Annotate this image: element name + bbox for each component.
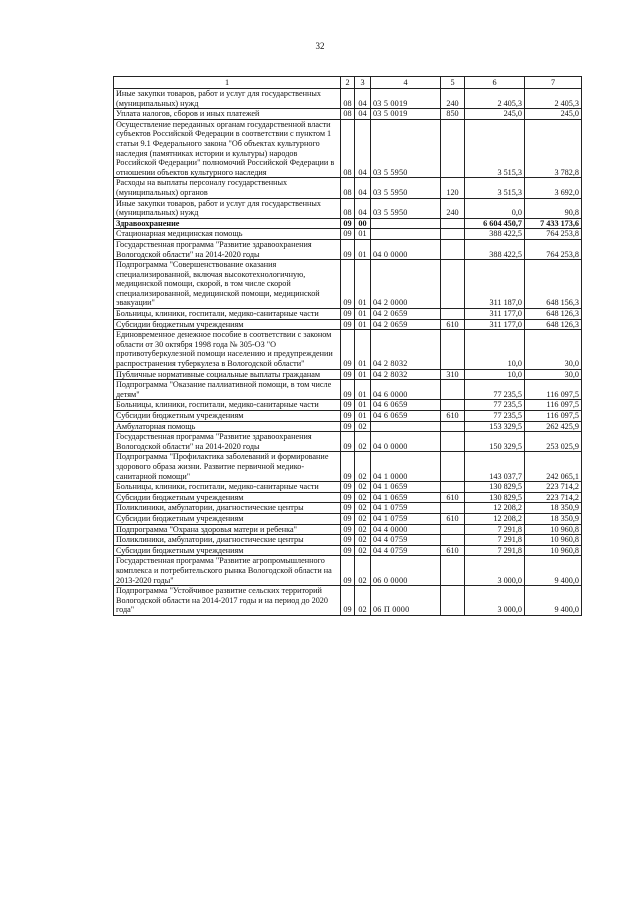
- amount-col7-cell: 3 692,0: [525, 178, 582, 198]
- section-code-cell: 09: [341, 535, 355, 546]
- table-row: [114, 369, 582, 380]
- target-article-cell: 04 6 0659: [371, 400, 441, 411]
- amount-col7-cell: 764 253,8: [525, 239, 582, 259]
- amount-col6-cell: 6 604 450,7: [465, 218, 525, 229]
- section-code-cell: 09: [341, 421, 355, 432]
- target-article-cell: 06 0 0000: [371, 556, 441, 586]
- amount-col7-cell: 116 097,5: [525, 411, 582, 422]
- amount-col6-cell: 311 187,0: [465, 260, 525, 309]
- target-article-cell: 04 2 8032: [371, 369, 441, 380]
- subsection-code-cell: 02: [355, 586, 371, 616]
- amount-col6-cell: 130 829,5: [465, 492, 525, 503]
- subsection-code-cell: 01: [355, 229, 371, 240]
- row-name-cell: Субсидии бюджетным учреждениям: [114, 492, 341, 503]
- amount-col7-cell: 30,0: [525, 330, 582, 369]
- section-code-cell: 09: [341, 513, 355, 524]
- subsection-code-cell: 01: [355, 260, 371, 309]
- section-code-cell: 09: [341, 309, 355, 320]
- amount-col6-cell: 12 208,2: [465, 503, 525, 514]
- target-article-cell: 04 6 0000: [371, 380, 441, 400]
- header-cell: 7: [525, 77, 582, 89]
- row-name-cell: Осуществление переданных органам государственной власти субъектов Российской Федерации в соответствии с пунктом 1 статьи 9.1 Федерального закона "Об объектах культурного наследия (памятниках истории и культуры) народов Российской Федерации" полномочий Российской Федерации в отношении объектов культурного наследия: [114, 119, 341, 178]
- section-code-cell: 09: [341, 411, 355, 422]
- section-code-cell: 08: [341, 198, 355, 218]
- amount-col7-cell: 9 400,0: [525, 586, 582, 616]
- amount-col7-cell: 253 025,9: [525, 432, 582, 452]
- expense-type-cell: [441, 330, 465, 369]
- expense-type-cell: [441, 432, 465, 452]
- amount-col7-cell: 18 350,9: [525, 503, 582, 514]
- amount-col6-cell: 7 291,8: [465, 545, 525, 556]
- table-row: [114, 178, 582, 198]
- subsection-code-cell: 04: [355, 119, 371, 178]
- row-name-cell: Публичные нормативные социальные выплаты гражданам: [114, 369, 341, 380]
- budget-table: [113, 76, 582, 616]
- table-row: [114, 309, 582, 320]
- target-article-cell: 04 0 0000: [371, 239, 441, 259]
- section-code-cell: 09: [341, 492, 355, 503]
- subsection-code-cell: 02: [355, 503, 371, 514]
- subsection-code-cell: 00: [355, 218, 371, 229]
- amount-col7-cell: 116 097,5: [525, 400, 582, 411]
- expense-type-cell: 240: [441, 198, 465, 218]
- page-number: 32: [315, 41, 325, 51]
- section-code-cell: 09: [341, 524, 355, 535]
- expense-type-cell: [441, 229, 465, 240]
- section-code-cell: 09: [341, 503, 355, 514]
- table-row: [114, 524, 582, 535]
- row-name-cell: Расходы на выплаты персоналу государственных (муниципальных) органов: [114, 178, 341, 198]
- amount-col7-cell: 764 253,8: [525, 229, 582, 240]
- row-name-cell: Подпрограмма "Устойчивое развитие сельских территорий Вологодской области на 2014-2017 годы и на период до 2020 года": [114, 586, 341, 616]
- amount-col6-cell: 77 235,5: [465, 380, 525, 400]
- row-name-cell: Субсидии бюджетным учреждениям: [114, 319, 341, 330]
- amount-col7-cell: 7 433 173,6: [525, 218, 582, 229]
- expense-type-cell: 610: [441, 513, 465, 524]
- row-name-cell: Здравоохранение: [114, 218, 341, 229]
- target-article-cell: 03 5 0019: [371, 89, 441, 109]
- amount-col7-cell: 18 350,9: [525, 513, 582, 524]
- table-row: [114, 89, 582, 109]
- target-article-cell: 04 6 0659: [371, 411, 441, 422]
- target-article-cell: 04 1 0659: [371, 482, 441, 493]
- row-name-cell: Подпрограмма "Оказание паллиативной помощи, в том числе детям": [114, 380, 341, 400]
- amount-col7-cell: 648 156,3: [525, 260, 582, 309]
- amount-col7-cell: 648 126,3: [525, 309, 582, 320]
- table-row: [114, 411, 582, 422]
- expense-type-cell: [441, 218, 465, 229]
- amount-col6-cell: 3 515,3: [465, 119, 525, 178]
- table-row: [114, 432, 582, 452]
- expense-type-cell: [441, 586, 465, 616]
- table-row: [114, 119, 582, 178]
- table-row: [114, 330, 582, 369]
- target-article-cell: [371, 229, 441, 240]
- row-name-cell: Подпрограмма "Охрана здоровья матери и ребенка": [114, 524, 341, 535]
- expense-type-cell: [441, 380, 465, 400]
- table-header-row: [114, 77, 582, 89]
- amount-col6-cell: 7 291,8: [465, 524, 525, 535]
- row-name-cell: Единовременное денежное пособие в соответствии с законом области от 30 октября 1998 года № 305-ОЗ "О противотуберкулезной помощи населению и предупреждении распространения туберкулеза в Вологодской области": [114, 330, 341, 369]
- subsection-code-cell: 02: [355, 524, 371, 535]
- subsection-code-cell: 02: [355, 556, 371, 586]
- subsection-code-cell: 01: [355, 330, 371, 369]
- table-row: [114, 556, 582, 586]
- subsection-code-cell: 02: [355, 432, 371, 452]
- section-code-cell: 09: [341, 218, 355, 229]
- expense-type-cell: 310: [441, 369, 465, 380]
- subsection-code-cell: 02: [355, 535, 371, 546]
- expense-type-cell: 240: [441, 89, 465, 109]
- expense-type-cell: [441, 482, 465, 493]
- section-code-cell: 09: [341, 452, 355, 482]
- expense-type-cell: [441, 524, 465, 535]
- subsection-code-cell: 04: [355, 198, 371, 218]
- table-row: [114, 260, 582, 309]
- amount-col7-cell: 10 960,8: [525, 524, 582, 535]
- table-row: [114, 492, 582, 503]
- subsection-code-cell: 01: [355, 319, 371, 330]
- target-article-cell: 04 4 0759: [371, 535, 441, 546]
- expense-type-cell: [441, 421, 465, 432]
- table-row: [114, 421, 582, 432]
- amount-col6-cell: 388 422,5: [465, 229, 525, 240]
- amount-col7-cell: 10 960,8: [525, 535, 582, 546]
- table-row: [114, 239, 582, 259]
- table-row: [114, 545, 582, 556]
- amount-col7-cell: 3 782,8: [525, 119, 582, 178]
- target-article-cell: 03 5 5950: [371, 119, 441, 178]
- amount-col6-cell: 150 329,5: [465, 432, 525, 452]
- subsection-code-cell: 04: [355, 178, 371, 198]
- expense-type-cell: [441, 260, 465, 309]
- target-article-cell: 04 2 0659: [371, 319, 441, 330]
- subsection-code-cell: 02: [355, 513, 371, 524]
- expense-type-cell: [441, 239, 465, 259]
- row-name-cell: Государственная программа "Развитие здравоохранения Вологодской области" на 2014-2020 годы: [114, 432, 341, 452]
- amount-col7-cell: 9 400,0: [525, 556, 582, 586]
- subsection-code-cell: 02: [355, 482, 371, 493]
- row-name-cell: Больницы, клиники, госпитали, медико-санитарные части: [114, 309, 341, 320]
- amount-col6-cell: 10,0: [465, 330, 525, 369]
- amount-col7-cell: 90,8: [525, 198, 582, 218]
- row-name-cell: Поликлиники, амбулатории, диагностические центры: [114, 503, 341, 514]
- target-article-cell: [371, 421, 441, 432]
- table-row: [114, 503, 582, 514]
- section-code-cell: 09: [341, 229, 355, 240]
- subsection-code-cell: 04: [355, 89, 371, 109]
- row-name-cell: Поликлиники, амбулатории, диагностические центры: [114, 535, 341, 546]
- row-name-cell: Субсидии бюджетным учреждениям: [114, 411, 341, 422]
- amount-col7-cell: 30,0: [525, 369, 582, 380]
- row-name-cell: Больницы, клиники, госпитали, медико-санитарные части: [114, 400, 341, 411]
- target-article-cell: [371, 218, 441, 229]
- amount-col6-cell: 12 208,2: [465, 513, 525, 524]
- table-row: [114, 513, 582, 524]
- target-article-cell: 04 4 0759: [371, 545, 441, 556]
- target-article-cell: 04 2 8032: [371, 330, 441, 369]
- row-name-cell: Государственная программа "Развитие агропромышленного комплекса и потребительского рынка Вологодской области на 2013-2020 годы": [114, 556, 341, 586]
- amount-col7-cell: 10 960,8: [525, 545, 582, 556]
- expense-type-cell: 610: [441, 492, 465, 503]
- amount-col6-cell: 10,0: [465, 369, 525, 380]
- row-name-cell: Субсидии бюджетным учреждениям: [114, 545, 341, 556]
- table-row: [114, 218, 582, 229]
- subsection-code-cell: 01: [355, 369, 371, 380]
- amount-col6-cell: 311 177,0: [465, 319, 525, 330]
- amount-col6-cell: 245,0: [465, 109, 525, 120]
- table-row: [114, 109, 582, 120]
- amount-col6-cell: 77 235,5: [465, 400, 525, 411]
- expense-type-cell: [441, 556, 465, 586]
- table-row: [114, 482, 582, 493]
- section-code-cell: 09: [341, 586, 355, 616]
- target-article-cell: 03 5 5950: [371, 178, 441, 198]
- section-code-cell: 09: [341, 369, 355, 380]
- target-article-cell: 03 5 5950: [371, 198, 441, 218]
- section-code-cell: 09: [341, 556, 355, 586]
- subsection-code-cell: 01: [355, 309, 371, 320]
- subsection-code-cell: 01: [355, 239, 371, 259]
- amount-col7-cell: 223 714,2: [525, 492, 582, 503]
- subsection-code-cell: 02: [355, 421, 371, 432]
- row-name-cell: Субсидии бюджетным учреждениям: [114, 513, 341, 524]
- amount-col7-cell: 648 126,3: [525, 319, 582, 330]
- target-article-cell: 04 1 0759: [371, 513, 441, 524]
- expense-type-cell: [441, 119, 465, 178]
- amount-col7-cell: 2 405,3: [525, 89, 582, 109]
- target-article-cell: 03 5 0019: [371, 109, 441, 120]
- amount-col6-cell: 143 037,7: [465, 452, 525, 482]
- amount-col6-cell: 3 515,3: [465, 178, 525, 198]
- target-article-cell: 06 П 0000: [371, 586, 441, 616]
- section-code-cell: 09: [341, 482, 355, 493]
- subsection-code-cell: 04: [355, 109, 371, 120]
- amount-col7-cell: 242 065,1: [525, 452, 582, 482]
- amount-col6-cell: 3 000,0: [465, 586, 525, 616]
- expense-type-cell: [441, 503, 465, 514]
- header-cell: 6: [465, 77, 525, 89]
- amount-col7-cell: 116 097,5: [525, 380, 582, 400]
- subsection-code-cell: 01: [355, 411, 371, 422]
- expense-type-cell: 120: [441, 178, 465, 198]
- target-article-cell: 04 1 0000: [371, 452, 441, 482]
- section-code-cell: 09: [341, 330, 355, 369]
- section-code-cell: 08: [341, 109, 355, 120]
- amount-col6-cell: 3 000,0: [465, 556, 525, 586]
- table-row: [114, 586, 582, 616]
- row-name-cell: Подпрограмма "Профилактика заболеваний и формирование здорового образа жизни. Развитие первичной медико-санитарной помощи": [114, 452, 341, 482]
- amount-col6-cell: 130 829,5: [465, 482, 525, 493]
- amount-col7-cell: 223 714,2: [525, 482, 582, 493]
- row-name-cell: Стационарная медицинская помощь: [114, 229, 341, 240]
- expense-type-cell: [441, 400, 465, 411]
- section-code-cell: 09: [341, 545, 355, 556]
- table-row: [114, 380, 582, 400]
- subsection-code-cell: 02: [355, 545, 371, 556]
- section-code-cell: 08: [341, 89, 355, 109]
- target-article-cell: 04 1 0659: [371, 492, 441, 503]
- section-code-cell: 09: [341, 380, 355, 400]
- amount-col6-cell: 77 235,5: [465, 411, 525, 422]
- section-code-cell: 08: [341, 119, 355, 178]
- amount-col7-cell: 245,0: [525, 109, 582, 120]
- subsection-code-cell: 02: [355, 452, 371, 482]
- subsection-code-cell: 01: [355, 380, 371, 400]
- expense-type-cell: [441, 535, 465, 546]
- expense-type-cell: [441, 309, 465, 320]
- expense-type-cell: 610: [441, 545, 465, 556]
- amount-col6-cell: 7 291,8: [465, 535, 525, 546]
- header-cell: 3: [355, 77, 371, 89]
- target-article-cell: 04 2 0659: [371, 309, 441, 320]
- amount-col6-cell: 0,0: [465, 198, 525, 218]
- section-code-cell: 09: [341, 400, 355, 411]
- header-cell: 4: [371, 77, 441, 89]
- table-row: [114, 229, 582, 240]
- row-name-cell: Иные закупки товаров, работ и услуг для государственных (муниципальных) нужд: [114, 198, 341, 218]
- row-name-cell: Подпрограмма "Совершенствование оказания специализированной, включая высокотехнологичную, медицинской помощи, скорой, в том числе скорой специализированной, медицинской помощи, медицинской эвакуации": [114, 260, 341, 309]
- target-article-cell: 04 1 0759: [371, 503, 441, 514]
- subsection-code-cell: 01: [355, 400, 371, 411]
- amount-col6-cell: 2 405,3: [465, 89, 525, 109]
- row-name-cell: Иные закупки товаров, работ и услуг для государственных (муниципальных) нужд: [114, 89, 341, 109]
- amount-col6-cell: 311 177,0: [465, 309, 525, 320]
- table-row: [114, 319, 582, 330]
- section-code-cell: 09: [341, 260, 355, 309]
- expense-type-cell: 850: [441, 109, 465, 120]
- table-body: [114, 89, 582, 616]
- expense-type-cell: 610: [441, 411, 465, 422]
- section-code-cell: 08: [341, 178, 355, 198]
- table-row: [114, 400, 582, 411]
- expense-type-cell: [441, 452, 465, 482]
- header-cell: 5: [441, 77, 465, 89]
- row-name-cell: Амбулаторная помощь: [114, 421, 341, 432]
- section-code-cell: 09: [341, 432, 355, 452]
- table-row: [114, 535, 582, 546]
- subsection-code-cell: 02: [355, 492, 371, 503]
- row-name-cell: Уплата налогов, сборов и иных платежей: [114, 109, 341, 120]
- table-row: [114, 198, 582, 218]
- target-article-cell: 04 2 0000: [371, 260, 441, 309]
- expense-type-cell: 610: [441, 319, 465, 330]
- target-article-cell: 04 4 0000: [371, 524, 441, 535]
- amount-col7-cell: 262 425,9: [525, 421, 582, 432]
- row-name-cell: Больницы, клиники, госпитали, медико-санитарные части: [114, 482, 341, 493]
- amount-col6-cell: 388 422,5: [465, 239, 525, 259]
- section-code-cell: 09: [341, 239, 355, 259]
- header-cell: 2: [341, 77, 355, 89]
- header-cell: 1: [114, 77, 341, 89]
- table-row: [114, 452, 582, 482]
- target-article-cell: 04 0 0000: [371, 432, 441, 452]
- amount-col6-cell: 153 329,5: [465, 421, 525, 432]
- section-code-cell: 09: [341, 319, 355, 330]
- row-name-cell: Государственная программа "Развитие здравоохранения Вологодской области" на 2014-2020 годы: [114, 239, 341, 259]
